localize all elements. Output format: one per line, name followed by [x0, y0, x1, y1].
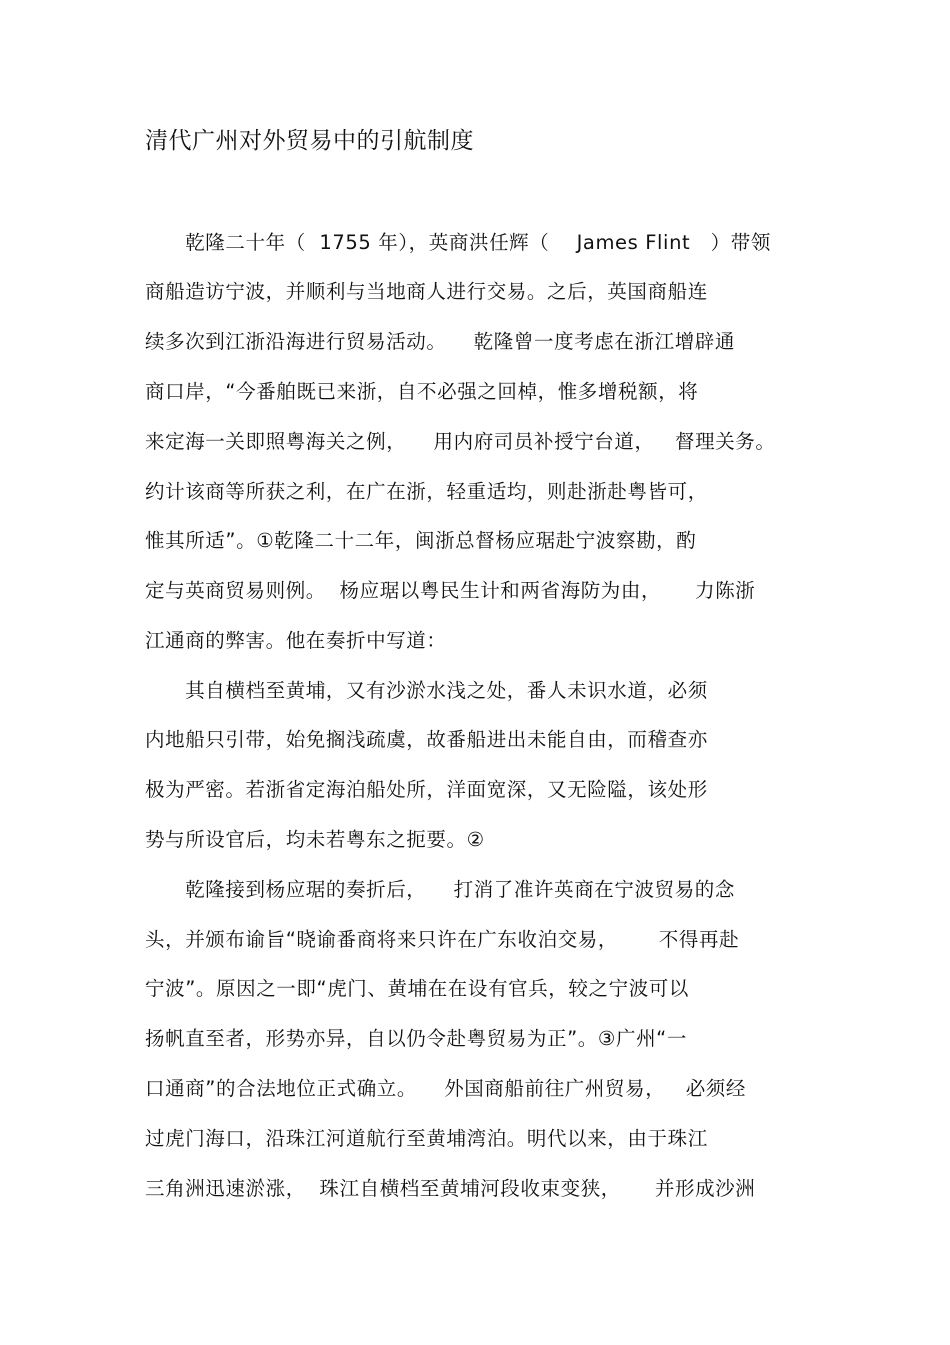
- paragraph-line: 乾隆二十年（ 1755 年），英商洪任辉（ James Flint ）带领: [145, 231, 771, 254]
- paragraph-line: 势与所设官后，均未若粤东之扼要。②: [145, 828, 485, 851]
- paragraph-line: 惟其所适”。①乾隆二十二年，闽浙总督杨应琚赴宁波察勘，酌: [145, 529, 697, 552]
- paragraph-line: 口通商”的合法地位正式确立。 外国商船前往广州贸易， 必须经: [145, 1077, 746, 1100]
- paragraph-line: 定与英商贸易则例。 杨应琚以粤民生计和两省海防为由， 力陈浙: [145, 579, 756, 602]
- paragraph-line: 宁波”。原因之一即“虎门、黄埔在在设有官兵，较之宁波可以: [145, 977, 690, 1000]
- paragraph-line: 扬帆直至者，形势亦异，自以仍令赴粤贸易为正”。③广州“一: [145, 1027, 687, 1050]
- paragraph-line: 乾隆接到杨应琚的奏折后， 打消了准许英商在宁波贸易的念: [145, 878, 735, 901]
- paragraph-line: 极为严密。若浙省定海泊船处所，洋面宽深，又无险隘，该处形: [145, 778, 708, 801]
- paragraph-line: 商船造访宁波，并顺利与当地商人进行交易。之后，英国商船连: [145, 280, 708, 303]
- paragraph-line: 约计该商等所获之利，在广在浙，轻重适均，则赴浙赴粤皆可，: [145, 480, 708, 503]
- document-title: 清代广州对外贸易中的引航制度: [145, 128, 474, 154]
- paragraph-line: 过虎门海口，沿珠江河道航行至黄埔湾泊。明代以来，由于珠江: [145, 1127, 708, 1150]
- paragraph-line: 内地船只引带，始免搁浅疏虞，故番船进出未能自由，而稽查亦: [145, 728, 708, 751]
- paragraph-line: 江通商的弊害。他在奏折中写道：: [145, 629, 447, 652]
- paragraph-line: 来定海一关即照粤海关之例， 用内府司员补授宁台道， 督理关务。: [145, 430, 776, 453]
- paragraph-line: 续多次到江浙沿海进行贸易活动。 乾隆曾一度考虑在浙江增辟通: [145, 330, 735, 353]
- paragraph-line: 商口岸，“今番舶既已来浙，自不必强之回棹，惟多增税额，将: [145, 380, 699, 403]
- paragraph-line: 其自横档至黄埔，又有沙淤水浅之处，番人未识水道，必须: [145, 679, 708, 702]
- paragraph-line: 头，并颁布谕旨“晓谕番商将来只许在广东收泊交易， 不得再赴: [145, 928, 740, 951]
- paragraph-line: 三角洲迅速淤涨， 珠江自横档至黄埔河段收束变狭， 并形成沙洲: [145, 1177, 756, 1200]
